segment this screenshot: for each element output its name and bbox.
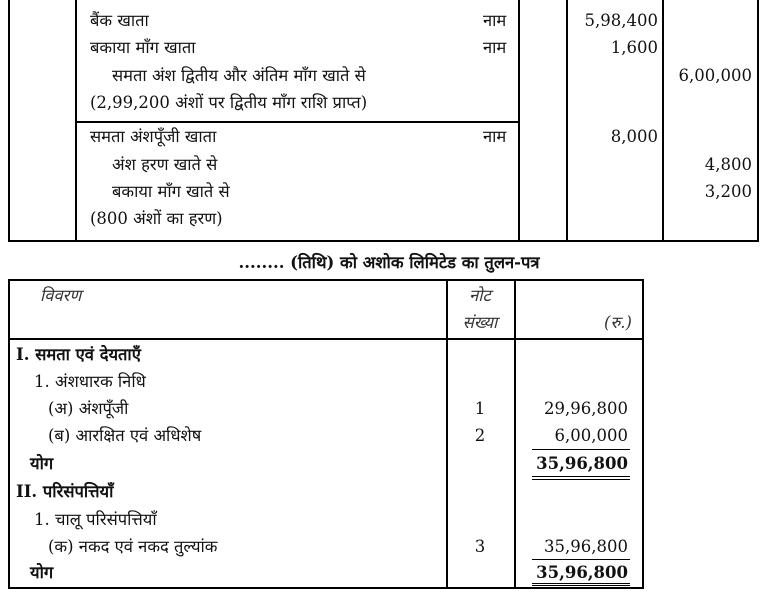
journal-border-left xyxy=(8,0,10,241)
entry2-line1-dr: नाम xyxy=(483,127,507,146)
entry1-line2-account: बकाया माँग खाता xyxy=(90,38,196,57)
entry2-line1-debit: 8,000 xyxy=(610,127,658,146)
balance-sheet-title: ........ (तिथि) को अशोक लिमिटेड का तुलन-पत्र xyxy=(238,253,540,272)
entry2-narration: (800 अंशों का हरण) xyxy=(90,209,223,228)
section2-row1-amount: 35,96,800 xyxy=(544,537,628,556)
entry1-line1-dr: नाम xyxy=(483,11,507,30)
bs-border-top xyxy=(8,279,644,281)
section1-row1-amount: 29,96,800 xyxy=(544,399,628,418)
journal-column-divider xyxy=(662,0,664,241)
section1-subheading: 1. अंशधारक निधि xyxy=(34,372,146,391)
bs-border-left xyxy=(8,279,10,589)
section1-total-label: योग xyxy=(30,454,54,473)
section1-total-rule-bottom xyxy=(532,479,630,480)
section2-total-amount: 35,96,800 xyxy=(536,563,628,582)
section1-row1-label: (अ) अंशपूँजी xyxy=(48,399,129,418)
journal-border-right xyxy=(757,0,759,241)
header-particulars: विवरण xyxy=(40,286,82,305)
entry1-line2-debit: 1,600 xyxy=(610,38,658,57)
section1-total-rule-top xyxy=(532,449,630,450)
bs-border-right xyxy=(642,279,644,589)
entry1-line3-account: समता अंश द्वितीय और अंतिम माँग खाते से xyxy=(112,66,366,85)
header-amount: (रु.) xyxy=(604,313,632,332)
section2-subheading: 1. चालू परिसंपत्तियाँ xyxy=(34,510,157,529)
section2-total-rule-bottom xyxy=(532,585,630,586)
section2-total-rule-bottom xyxy=(532,583,630,584)
entry1-line2-dr: नाम xyxy=(483,38,507,57)
section1-heading: I. समता एवं देयताएँ xyxy=(16,345,141,364)
entry1-line1-account: बैंक खाता xyxy=(90,11,149,30)
section1-total-rule-bottom xyxy=(532,476,630,477)
bs-border-bottom xyxy=(8,587,644,589)
entry2-line3-account: बकाया माँग खाते से xyxy=(112,182,230,201)
journal-border-bottom xyxy=(8,240,759,242)
section2-row1-note: 3 xyxy=(474,537,486,556)
section2-total-label: योग xyxy=(30,563,54,582)
bs-header-separator xyxy=(8,338,644,340)
section1-row2-label: (ब) आरक्षित एवं अधिशेष xyxy=(48,426,202,445)
section2-heading: II. परिसंपत्तियाँ xyxy=(16,482,114,501)
header-note-line2: संख्या xyxy=(462,313,498,332)
header-note-line1: नोट xyxy=(469,286,491,305)
section1-total-amount: 35,96,800 xyxy=(536,454,628,473)
entry2-line2-account: अंश हरण खाते से xyxy=(112,155,218,174)
section2-row1-label: (क) नकद एवं नकद तुल्यांक xyxy=(48,537,218,556)
section1-row2-amount: 6,00,000 xyxy=(554,426,628,445)
entry2-line2-credit: 4,800 xyxy=(704,155,752,174)
entry2-line3-credit: 3,200 xyxy=(704,182,752,201)
entry2-line1-account: समता अंशपूँजी खाता xyxy=(90,127,217,146)
entry-separator xyxy=(75,121,519,123)
section2-total-rule-top xyxy=(532,559,630,560)
section1-row2-note: 2 xyxy=(474,426,486,445)
entry1-line1-debit: 5,98,400 xyxy=(584,11,658,30)
section1-row1-note: 1 xyxy=(474,399,486,418)
entry1-line3-credit: 6,00,000 xyxy=(678,66,752,85)
entry1-narration: (2,99,200 अंशों पर द्वितीय माँग राशि प्राप्त) xyxy=(90,93,368,112)
